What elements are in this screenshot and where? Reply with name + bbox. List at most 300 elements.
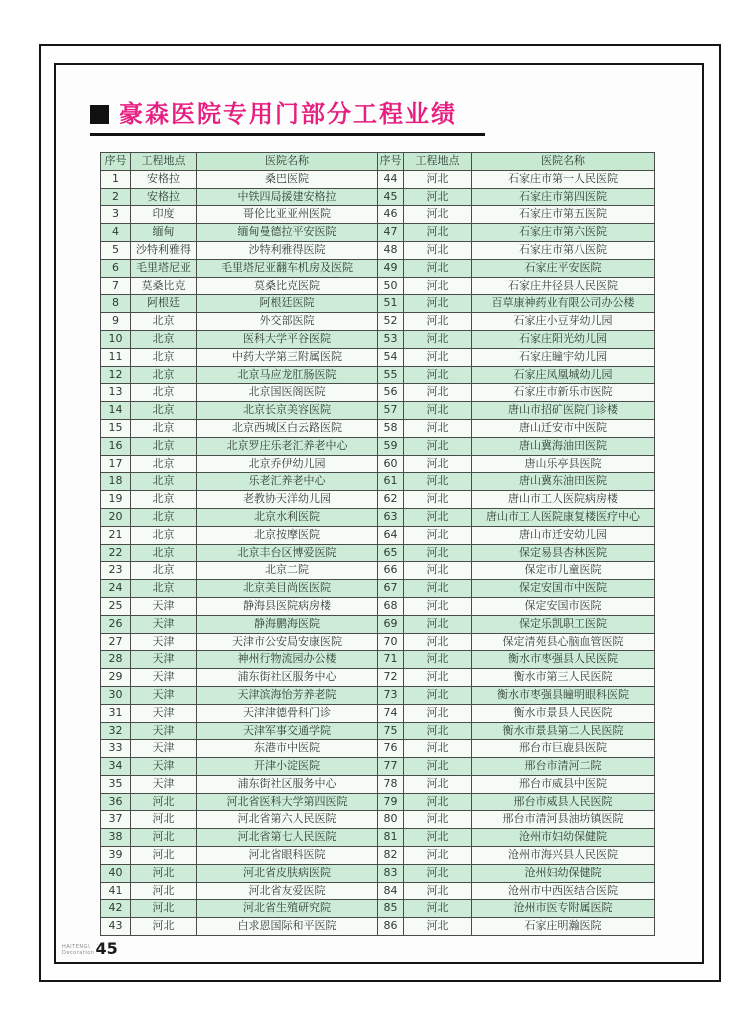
cell-location: 北京: [131, 366, 197, 384]
cell-hospital: 中药大学第三附属医院: [197, 348, 378, 366]
cell-hospital: 河北省友爱医院: [197, 882, 378, 900]
cell-hospital: 保定安国市中医院: [472, 580, 655, 598]
cell-location: 河北: [404, 437, 472, 455]
table-row: [101, 758, 655, 776]
cell-index: 22: [101, 544, 131, 562]
cell-location: 北京: [131, 348, 197, 366]
cell-hospital: 沧州市医专附属医院: [472, 900, 655, 918]
cell-location: 阿根廷: [131, 295, 197, 313]
table-row: [101, 455, 655, 473]
cell-location: 天津: [131, 633, 197, 651]
cell-hospital: 哥伦比亚亚州医院: [197, 206, 378, 224]
cell-hospital: 石家庄市第四医院: [472, 188, 655, 206]
cell-hospital: 河北省第六人民医院: [197, 811, 378, 829]
cell-index: 52: [378, 313, 404, 331]
cell-hospital: 北京按摩医院: [197, 526, 378, 544]
cell-location: 河北: [404, 597, 472, 615]
col-header-hospital: 医院名称: [197, 153, 378, 171]
cell-location: 毛里塔尼亚: [131, 259, 197, 277]
table-row: [101, 704, 655, 722]
cell-hospital: 唐山市工人医院康复楼医疗中心: [472, 508, 655, 526]
table-row: [101, 669, 655, 687]
cell-index: 58: [378, 419, 404, 437]
cell-index: 24: [101, 580, 131, 598]
table-row: [101, 313, 655, 331]
cell-hospital: 静海县医院病房楼: [197, 597, 378, 615]
cell-location: 北京: [131, 562, 197, 580]
cell-index: 80: [378, 811, 404, 829]
table-row: [101, 259, 655, 277]
table-row: [101, 526, 655, 544]
cell-hospital: 北京马应龙肛肠医院: [197, 366, 378, 384]
table-row: [101, 241, 655, 259]
table-row: [101, 580, 655, 598]
table-row: [101, 633, 655, 651]
table-row: [101, 793, 655, 811]
cell-location: 河北: [404, 669, 472, 687]
page-outer-frame: [39, 44, 721, 982]
cell-index: 18: [101, 473, 131, 491]
cell-location: 河北: [404, 704, 472, 722]
cell-index: 20: [101, 508, 131, 526]
table-row: [101, 686, 655, 704]
cell-index: 36: [101, 793, 131, 811]
cell-hospital: 白求恩国际和平医院: [197, 918, 378, 936]
cell-location: 北京: [131, 402, 197, 420]
cell-location: 河北: [131, 900, 197, 918]
cell-index: 84: [378, 882, 404, 900]
brand-logo-text: [62, 944, 94, 956]
cell-location: 河北: [404, 188, 472, 206]
cell-location: 河北: [404, 580, 472, 598]
cell-index: 45: [378, 188, 404, 206]
brand-line1: HAITENG\: [62, 944, 91, 950]
cell-hospital: 保定市儿童医院: [472, 562, 655, 580]
cell-location: 安格拉: [131, 188, 197, 206]
cell-location: 缅甸: [131, 224, 197, 242]
page-inner-frame: [54, 63, 704, 964]
cell-index: 23: [101, 562, 131, 580]
cell-location: 北京: [131, 437, 197, 455]
table-row: [101, 651, 655, 669]
cell-location: 天津: [131, 615, 197, 633]
cell-index: 57: [378, 402, 404, 420]
cell-hospital: 沙特利雅得医院: [197, 241, 378, 259]
cell-hospital: 石家庄市第六医院: [472, 224, 655, 242]
cell-index: 9: [101, 313, 131, 331]
cell-location: 河北: [404, 918, 472, 936]
cell-location: 北京: [131, 473, 197, 491]
cell-hospital: 河北省第七人民医院: [197, 829, 378, 847]
cell-index: 66: [378, 562, 404, 580]
cell-index: 26: [101, 615, 131, 633]
table-row: [101, 330, 655, 348]
cell-index: 2: [101, 188, 131, 206]
cell-hospital: 北京长京美容医院: [197, 402, 378, 420]
cell-hospital: 北京水利医院: [197, 508, 378, 526]
cell-location: 河北: [131, 847, 197, 865]
cell-index: 85: [378, 900, 404, 918]
col-header-hospital: 医院名称: [472, 153, 655, 171]
cell-hospital: 老教协天洋幼儿园: [197, 491, 378, 509]
table-header-row: [101, 153, 655, 171]
cell-hospital: 衡水市枣强县瞳明眼科医院: [472, 686, 655, 704]
cell-hospital: 邢台市清河二院: [472, 758, 655, 776]
cell-hospital: 北京西城区白云路医院: [197, 419, 378, 437]
table-row: [101, 491, 655, 509]
table-row: [101, 295, 655, 313]
cell-index: 74: [378, 704, 404, 722]
cell-location: 河北: [404, 651, 472, 669]
cell-hospital: 东港市中医院: [197, 740, 378, 758]
table-row: [101, 882, 655, 900]
cell-location: 天津: [131, 651, 197, 669]
cell-index: 75: [378, 722, 404, 740]
cell-index: 47: [378, 224, 404, 242]
cell-location: 河北: [131, 882, 197, 900]
cell-hospital: 石家庄市第五医院: [472, 206, 655, 224]
cell-index: 3: [101, 206, 131, 224]
cell-index: 67: [378, 580, 404, 598]
cell-index: 71: [378, 651, 404, 669]
cell-location: 河北: [404, 793, 472, 811]
cell-hospital: 外交部医院: [197, 313, 378, 331]
cell-hospital: 石家庄凤凰城幼儿园: [472, 366, 655, 384]
cell-hospital: 阿根廷医院: [197, 295, 378, 313]
cell-location: 河北: [404, 491, 472, 509]
cell-hospital: 石家庄平安医院: [472, 259, 655, 277]
cell-location: 河北: [404, 206, 472, 224]
cell-hospital: 唐山市迁安幼儿园: [472, 526, 655, 544]
cell-index: 73: [378, 686, 404, 704]
cell-index: 16: [101, 437, 131, 455]
cell-index: 72: [378, 669, 404, 687]
cell-location: 河北: [404, 544, 472, 562]
table-row: [101, 722, 655, 740]
cell-index: 32: [101, 722, 131, 740]
cell-index: 64: [378, 526, 404, 544]
cell-index: 10: [101, 330, 131, 348]
cell-index: 77: [378, 758, 404, 776]
table-row: [101, 348, 655, 366]
cell-index: 35: [101, 775, 131, 793]
cell-location: 天津: [131, 775, 197, 793]
cell-index: 13: [101, 384, 131, 402]
cell-index: 68: [378, 597, 404, 615]
cell-location: 河北: [131, 811, 197, 829]
cell-location: 沙特利雅得: [131, 241, 197, 259]
cell-index: 21: [101, 526, 131, 544]
table-row: [101, 864, 655, 882]
cell-index: 79: [378, 793, 404, 811]
cell-hospital: 石家庄市第八医院: [472, 241, 655, 259]
table-row: [101, 740, 655, 758]
table-row: [101, 775, 655, 793]
cell-index: 81: [378, 829, 404, 847]
cell-location: 河北: [404, 259, 472, 277]
cell-index: 28: [101, 651, 131, 669]
cell-index: 65: [378, 544, 404, 562]
cell-location: 河北: [404, 686, 472, 704]
cell-index: 44: [378, 170, 404, 188]
cell-hospital: 邢台市威县人民医院: [472, 793, 655, 811]
cell-index: 4: [101, 224, 131, 242]
cell-location: 天津: [131, 740, 197, 758]
cell-index: 53: [378, 330, 404, 348]
cell-index: 8: [101, 295, 131, 313]
cell-index: 76: [378, 740, 404, 758]
cell-location: 河北: [404, 348, 472, 366]
cell-location: 河北: [404, 402, 472, 420]
cell-hospital: 神州行物流园办公楼: [197, 651, 378, 669]
col-header-index: 序号: [378, 153, 404, 171]
cell-hospital: 北京乔伊幼儿园: [197, 455, 378, 473]
cell-index: 12: [101, 366, 131, 384]
cell-index: 42: [101, 900, 131, 918]
cell-location: 河北: [404, 615, 472, 633]
cell-location: 莫桑比克: [131, 277, 197, 295]
cell-hospital: 静海鹏海医院: [197, 615, 378, 633]
cell-location: 河北: [404, 526, 472, 544]
table-row: [101, 473, 655, 491]
cell-location: 河北: [404, 330, 472, 348]
cell-index: 30: [101, 686, 131, 704]
cell-index: 62: [378, 491, 404, 509]
cell-hospital: 保定易县杏林医院: [472, 544, 655, 562]
cell-hospital: 唐山市招矿医院门诊楼: [472, 402, 655, 420]
col-header-location: 工程地点: [131, 153, 197, 171]
title-bullet-square-icon: [90, 105, 109, 124]
table-row: [101, 206, 655, 224]
page-number: 45: [95, 939, 118, 958]
cell-hospital: 衡水市景县第二人民医院: [472, 722, 655, 740]
cell-hospital: 邢台市巨鹿县医院: [472, 740, 655, 758]
cell-hospital: 唐山冀海油田医院: [472, 437, 655, 455]
cell-hospital: 沧州市妇幼保健院: [472, 829, 655, 847]
cell-hospital: 保定安国市医院: [472, 597, 655, 615]
cell-index: 61: [378, 473, 404, 491]
cell-location: 安格拉: [131, 170, 197, 188]
table-row: [101, 508, 655, 526]
cell-hospital: 唐山市工人医院病房楼: [472, 491, 655, 509]
table-row: [101, 188, 655, 206]
title-block: [90, 102, 485, 136]
cell-index: 55: [378, 366, 404, 384]
cell-index: 63: [378, 508, 404, 526]
table-row: [101, 544, 655, 562]
cell-hospital: 衡水市第三人民医院: [472, 669, 655, 687]
cell-location: 河北: [404, 241, 472, 259]
table-row: [101, 366, 655, 384]
table-row: [101, 597, 655, 615]
cell-location: 河北: [404, 758, 472, 776]
cell-index: 46: [378, 206, 404, 224]
cell-hospital: 浦东街社区服务中心: [197, 669, 378, 687]
cell-hospital: 医科大学平谷医院: [197, 330, 378, 348]
cell-location: 河北: [404, 295, 472, 313]
cell-index: 39: [101, 847, 131, 865]
table-row: [101, 829, 655, 847]
cell-index: 29: [101, 669, 131, 687]
table-row: [101, 277, 655, 295]
cell-hospital: 河北省眼科医院: [197, 847, 378, 865]
cell-hospital: 缅甸曼德拉平安医院: [197, 224, 378, 242]
cell-hospital: 乐老汇养老中心: [197, 473, 378, 491]
cell-hospital: 石家庄市第一人民医院: [472, 170, 655, 188]
cell-index: 78: [378, 775, 404, 793]
cell-hospital: 邢台市威县中医院: [472, 775, 655, 793]
cell-location: 河北: [404, 313, 472, 331]
page-title: 豪森医院专用门部分工程业绩: [119, 100, 457, 128]
cell-hospital: 石家庄明瀚医院: [472, 918, 655, 936]
cell-hospital: 北京美目尚医医院: [197, 580, 378, 598]
cell-index: 14: [101, 402, 131, 420]
cell-index: 60: [378, 455, 404, 473]
cell-index: 41: [101, 882, 131, 900]
project-table: [100, 152, 655, 936]
cell-hospital: 石家庄瞳宇幼儿园: [472, 348, 655, 366]
cell-hospital: 石家庄市新乐市医院: [472, 384, 655, 402]
cell-location: 河北: [131, 864, 197, 882]
cell-index: 70: [378, 633, 404, 651]
cell-hospital: 桑巴医院: [197, 170, 378, 188]
cell-location: 天津: [131, 669, 197, 687]
cell-hospital: 北京丰台区博爱医院: [197, 544, 378, 562]
cell-location: 北京: [131, 580, 197, 598]
cell-hospital: 河北省皮肤病医院: [197, 864, 378, 882]
table-row: [101, 918, 655, 936]
cell-location: 北京: [131, 384, 197, 402]
cell-location: 河北: [404, 277, 472, 295]
cell-hospital: 北京罗庄乐老汇养老中心: [197, 437, 378, 455]
cell-location: 河北: [404, 633, 472, 651]
cell-index: 83: [378, 864, 404, 882]
cell-index: 86: [378, 918, 404, 936]
cell-location: 河北: [404, 455, 472, 473]
cell-location: 天津: [131, 597, 197, 615]
table-row: [101, 170, 655, 188]
cell-index: 82: [378, 847, 404, 865]
cell-hospital: 百草康神药业有限公司办公楼: [472, 295, 655, 313]
cell-index: 38: [101, 829, 131, 847]
cell-hospital: 北京二院: [197, 562, 378, 580]
table-row: [101, 562, 655, 580]
cell-hospital: 浦东街社区服务中心: [197, 775, 378, 793]
cell-index: 59: [378, 437, 404, 455]
table-row: [101, 419, 655, 437]
cell-index: 40: [101, 864, 131, 882]
cell-hospital: 开津小淀医院: [197, 758, 378, 776]
cell-location: 河北: [404, 882, 472, 900]
cell-location: 北京: [131, 526, 197, 544]
cell-hospital: 天津津德骨科门诊: [197, 704, 378, 722]
table-row: [101, 402, 655, 420]
cell-location: 河北: [404, 722, 472, 740]
table-body: [101, 170, 655, 935]
cell-hospital: 唐山迁安市中医院: [472, 419, 655, 437]
cell-location: 天津: [131, 722, 197, 740]
cell-location: 河北: [404, 900, 472, 918]
cell-location: 河北: [131, 829, 197, 847]
col-header-index: 序号: [101, 153, 131, 171]
cell-hospital: 天津市公安局安康医院: [197, 633, 378, 651]
cell-hospital: 石家庄小豆芽幼儿园: [472, 313, 655, 331]
cell-location: 北京: [131, 455, 197, 473]
cell-location: 河北: [404, 811, 472, 829]
cell-location: 河北: [404, 508, 472, 526]
cell-hospital: 沧州妇幼保健院: [472, 864, 655, 882]
cell-index: 43: [101, 918, 131, 936]
cell-index: 34: [101, 758, 131, 776]
cell-hospital: 保定乐凯职工医院: [472, 615, 655, 633]
cell-hospital: 莫桑比克医院: [197, 277, 378, 295]
cell-hospital: 河北省医科大学第四医院: [197, 793, 378, 811]
cell-location: 河北: [404, 864, 472, 882]
cell-index: 1: [101, 170, 131, 188]
cell-location: 北京: [131, 491, 197, 509]
cell-location: 天津: [131, 704, 197, 722]
cell-index: 50: [378, 277, 404, 295]
cell-index: 25: [101, 597, 131, 615]
cell-location: 河北: [404, 775, 472, 793]
table-row: [101, 384, 655, 402]
cell-hospital: 邢台市清河县油坊镇医院: [472, 811, 655, 829]
col-header-location: 工程地点: [404, 153, 472, 171]
cell-hospital: 北京国医阁医院: [197, 384, 378, 402]
cell-location: 北京: [131, 330, 197, 348]
cell-location: 北京: [131, 544, 197, 562]
cell-location: 河北: [404, 366, 472, 384]
cell-hospital: 衡水市枣强县人民医院: [472, 651, 655, 669]
table-row: [101, 847, 655, 865]
cell-index: 31: [101, 704, 131, 722]
cell-index: 51: [378, 295, 404, 313]
cell-hospital: 河北省生殖研究院: [197, 900, 378, 918]
table-row: [101, 900, 655, 918]
cell-location: 河北: [404, 740, 472, 758]
cell-index: 48: [378, 241, 404, 259]
cell-index: 11: [101, 348, 131, 366]
cell-location: 天津: [131, 686, 197, 704]
cell-index: 37: [101, 811, 131, 829]
cell-location: 北京: [131, 313, 197, 331]
cell-hospital: 天津滨海怡芳养老院: [197, 686, 378, 704]
cell-index: 27: [101, 633, 131, 651]
cell-location: 河北: [404, 829, 472, 847]
cell-index: 54: [378, 348, 404, 366]
cell-hospital: 天津军事交通学院: [197, 722, 378, 740]
cell-index: 49: [378, 259, 404, 277]
cell-location: 河北: [404, 562, 472, 580]
cell-location: 河北: [404, 384, 472, 402]
cell-index: 6: [101, 259, 131, 277]
table-row: [101, 437, 655, 455]
cell-location: 河北: [404, 419, 472, 437]
brand-line2: Decoration: [62, 950, 95, 956]
table-row: [101, 224, 655, 242]
cell-location: 河北: [404, 170, 472, 188]
cell-index: 17: [101, 455, 131, 473]
cell-hospital: 石家庄井径县人民医院: [472, 277, 655, 295]
cell-index: 5: [101, 241, 131, 259]
cell-hospital: 沧州市中西医结合医院: [472, 882, 655, 900]
cell-hospital: 中铁四局援建安格拉: [197, 188, 378, 206]
cell-location: 印度: [131, 206, 197, 224]
cell-location: 河北: [131, 918, 197, 936]
cell-index: 69: [378, 615, 404, 633]
cell-location: 河北: [404, 473, 472, 491]
cell-hospital: 石家庄阳光幼儿园: [472, 330, 655, 348]
